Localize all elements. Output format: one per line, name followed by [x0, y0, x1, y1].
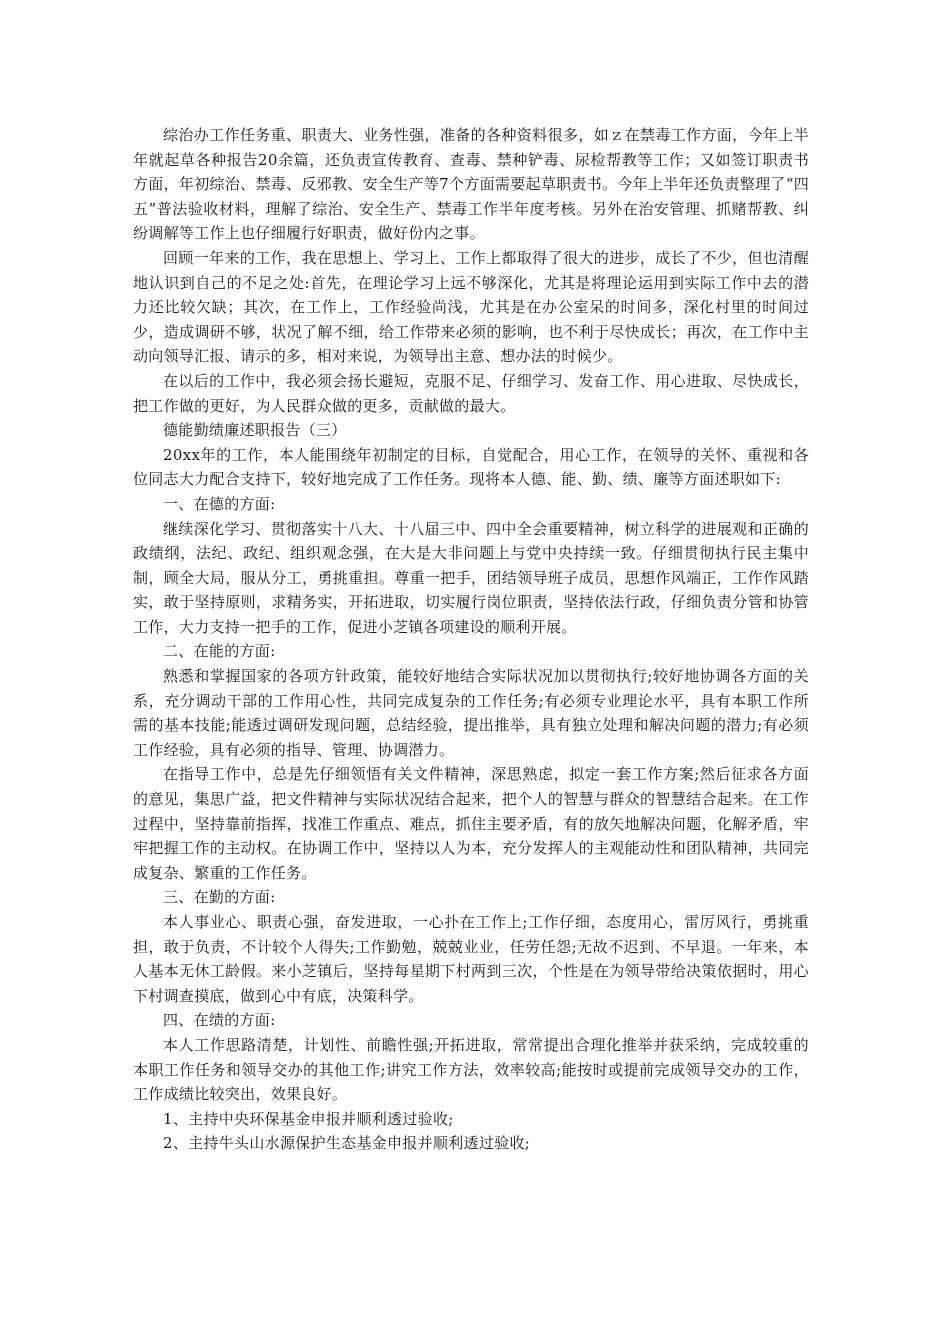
paragraph: 综治办工作任务重、职责大、业务性强，准备的各种资料很多，如ｚ在禁毒工作方面，今年上半年就起草各种报告20余篇，还负责宣传教育、查毒、禁种铲毒、尿检帮教等工作；又如签订职责书方面，年初综治、禁毒、反邪教、安全生产等7个方面需要起草职责书。今年上半年还负责整理了“四五”普法验收材料，理解了综治、安全生产、禁毒工作半年度考核。另外在治安管理、抓赌帮教、纠纷调解等工作上也仔细履行好职责，做好份内之事。	[133, 126, 809, 243]
list-item: 1、主持中央环保基金申报并顺利透过验收;	[163, 1109, 454, 1128]
section-heading-ji: 四、在绩的方面:	[163, 1011, 276, 1030]
paragraph: 熟悉和掌握国家的各项方针政策，能较好地结合实际状况加以贯彻执行;较好地协调各方面的关系，充分调动干部的工作用心性，共同完成复杂的工作任务;有必须专业理论水平，具有本职工作所需的基本技能;能透过调研发现问题，总结经验，提出推举，具有独立处理和解决问题的潜力;有必须工作经验，具有必须的指导、管理、协调潜力。	[133, 667, 809, 759]
paragraph: 本人工作思路清楚，计划性、前瞻性强;开拓进取，常常提出合理化推举并获采纳，完成较重的本职工作任务和领导交办的其他工作;讲究工作方法，效率较高;能按时或提前完成领导交办的工作，工作成绩比较突出，效果良好。	[133, 1035, 809, 1104]
paragraph: 继续深化学习、贯彻落实十八大、十八届三中、四中全会重要精神，树立科学的进展观和正确的政绩纲，法纪、政纪、组织观念强，在大是大非问题上与党中央持续一致。仔细贯彻执行民主集中制，顾全大局，服从分工，勇挑重担。尊重一把手，团结领导班子成员，思想作风端正，工作作风踏实，敢于坚持原则，求精务实，开拓进取，切实履行岗位职责，坚持依法行政，仔细负责分管和协管工作，大力支持一把手的工作，促进小芝镇各项建设的顺利开展。	[133, 519, 809, 636]
paragraph: 20xx年的工作，本人能围绕年初制定的目标，自觉配合，用心工作，在领导的关怀、重视和各位同志大力配合支持下，较好地完成了工作任务。现将本人德、能、勤、绩、廉等方面述职如下:	[133, 445, 809, 489]
document-body	[133, 123, 809, 1156]
paragraph: 本人事业心、职责心强，奋发进取，一心扑在工作上;工作仔细，态度用心，雷厉风行，勇挑重担，敢于负责，不计较个人得失;工作勤勉，兢兢业业，任劳任怨;无故不迟到、不早退。一年来，本人基本无休工龄假。来小芝镇后，坚持每星期下村两到三次，个性是在为领导带给决策依据时，用心下村调查摸底，做到心中有底，决策科学。	[133, 913, 809, 1005]
section-heading-de: 一、在德的方面:	[163, 494, 276, 513]
paragraph: 在以后的工作中，我必须会扬长避短，克服不足、仔细学习、发奋工作、用心进取、尽快成长，把工作做的更好，为人民群众做的更多，贡献做的最大。	[133, 371, 809, 415]
section-heading-qin: 三、在勤的方面:	[163, 888, 276, 907]
section-heading-neng: 二、在能的方面:	[163, 642, 276, 661]
list-item: 2、主持牛头山水源保护生态基金申报并顺利透过验收;	[163, 1134, 531, 1153]
paragraph: 在指导工作中，总是先仔细领悟有关文件精神，深思熟虑，拟定一套工作方案;然后征求各方面的意见，集思广益，把文件精神与实际状况结合起来，把个人的智慧与群众的智慧结合起来。在工作过程中，坚持靠前指挥，找准工作重点、难点，抓住主要矛盾，有的放矢地解决问题，化解矛盾，牢牢把握工作的主动权。在协调工作中，坚持以人为本，充分发挥人的主观能动性和团队精神，共同完成复杂、繁重的工作任务。	[133, 765, 809, 882]
paragraph: 回顾一年来的工作，我在思想上、学习上、工作上都取得了很大的进步，成长了不少，但也清醒地认识到自己的不足之处:首先，在理论学习上远不够深化，尤其是将理论运用到实际工作中去的潜力还比较欠缺；其次，在工作上，工作经验尚浅，尤其是在办公室呆的时间多，深化村里的时间过少，造成调研不够，状况了解不细，给工作带来必须的影响，也不利于尽快成长；再次，在工作中主动向领导汇报、请示的多，相对来说，为领导出主意、想办法的时候少。	[133, 248, 809, 366]
report-title: 德能勤绩廉述职报告（三）	[163, 421, 347, 440]
